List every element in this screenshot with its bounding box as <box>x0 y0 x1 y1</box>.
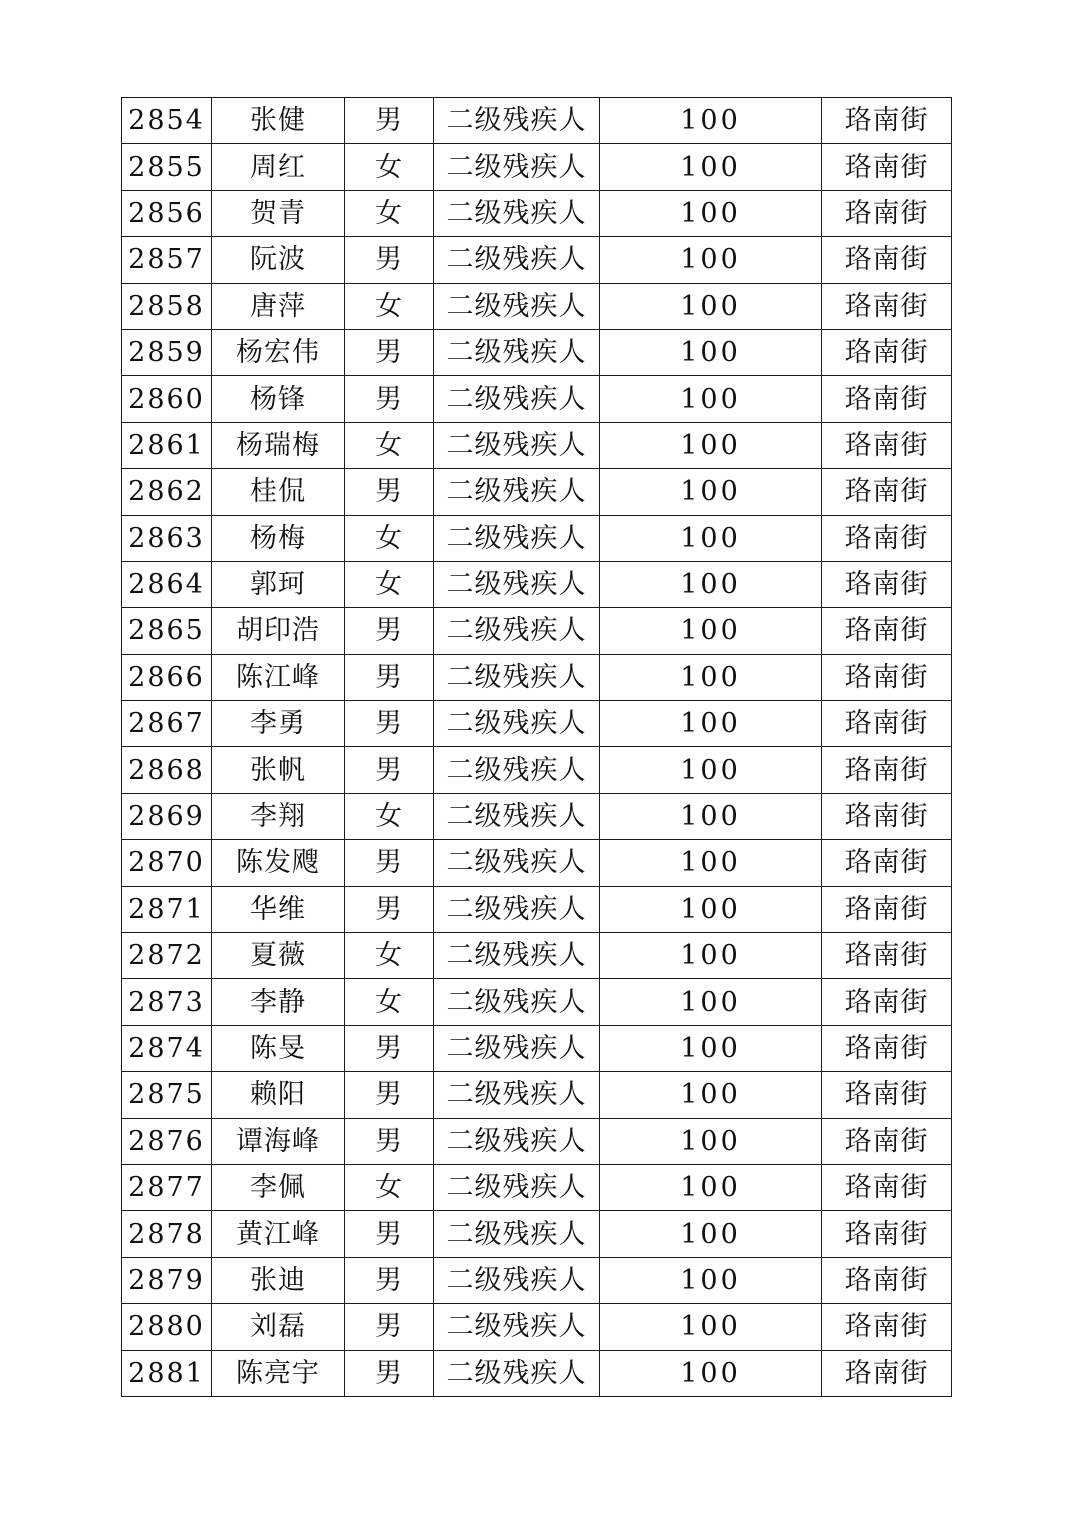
cell-street: 珞南街 <box>822 1211 952 1257</box>
cell-category: 二级残疾人 <box>434 701 600 747</box>
cell-name: 张健 <box>212 98 345 144</box>
cell-number: 2878 <box>122 1211 212 1257</box>
cell-name: 周红 <box>212 144 345 190</box>
table-row <box>122 98 952 144</box>
cell-name: 桂侃 <box>212 469 345 515</box>
cell-street: 珞南街 <box>822 1164 952 1210</box>
table-row <box>122 376 952 422</box>
cell-sex: 男 <box>345 1304 434 1350</box>
table-row <box>122 793 952 839</box>
cell-street: 珞南街 <box>822 701 952 747</box>
cell-amount: 100 <box>600 98 822 144</box>
table-row <box>122 701 952 747</box>
cell-category: 二级残疾人 <box>434 376 600 422</box>
table-row <box>122 422 952 468</box>
cell-name: 杨梅 <box>212 515 345 561</box>
cell-amount: 100 <box>600 840 822 886</box>
cell-number: 2876 <box>122 1118 212 1164</box>
cell-street: 珞南街 <box>822 933 952 979</box>
table-row <box>122 933 952 979</box>
cell-name: 杨锋 <box>212 376 345 422</box>
cell-name: 谭海峰 <box>212 1118 345 1164</box>
document-page <box>121 97 951 1397</box>
cell-sex: 男 <box>345 329 434 375</box>
cell-name: 杨宏伟 <box>212 329 345 375</box>
cell-street: 珞南街 <box>822 376 952 422</box>
table-body <box>122 98 952 1397</box>
cell-sex: 男 <box>345 701 434 747</box>
cell-number: 2859 <box>122 329 212 375</box>
cell-amount: 100 <box>600 793 822 839</box>
cell-sex: 女 <box>345 144 434 190</box>
cell-name: 李佩 <box>212 1164 345 1210</box>
table-row <box>122 237 952 283</box>
cell-category: 二级残疾人 <box>434 933 600 979</box>
cell-sex: 男 <box>345 608 434 654</box>
cell-name: 张迪 <box>212 1257 345 1303</box>
cell-amount: 100 <box>600 144 822 190</box>
table-row <box>122 747 952 793</box>
cell-amount: 100 <box>600 422 822 468</box>
cell-number: 2868 <box>122 747 212 793</box>
cell-street: 珞南街 <box>822 979 952 1025</box>
cell-name: 夏薇 <box>212 933 345 979</box>
cell-sex: 女 <box>345 793 434 839</box>
cell-street: 珞南街 <box>822 793 952 839</box>
cell-name: 张帆 <box>212 747 345 793</box>
cell-sex: 女 <box>345 979 434 1025</box>
table-row <box>122 1072 952 1118</box>
cell-street: 珞南街 <box>822 329 952 375</box>
cell-sex: 男 <box>345 237 434 283</box>
cell-amount: 100 <box>600 1025 822 1071</box>
cell-name: 阮波 <box>212 237 345 283</box>
cell-amount: 100 <box>600 561 822 607</box>
cell-amount: 100 <box>600 608 822 654</box>
cell-category: 二级残疾人 <box>434 979 600 1025</box>
cell-number: 2864 <box>122 561 212 607</box>
cell-number: 2867 <box>122 701 212 747</box>
cell-amount: 100 <box>600 1257 822 1303</box>
table-row <box>122 1118 952 1164</box>
cell-amount: 100 <box>600 933 822 979</box>
cell-street: 珞南街 <box>822 747 952 793</box>
cell-amount: 100 <box>600 701 822 747</box>
cell-amount: 100 <box>600 1072 822 1118</box>
cell-number: 2877 <box>122 1164 212 1210</box>
table-row <box>122 329 952 375</box>
table-row <box>122 561 952 607</box>
cell-street: 珞南街 <box>822 1350 952 1396</box>
cell-amount: 100 <box>600 979 822 1025</box>
cell-number: 2875 <box>122 1072 212 1118</box>
cell-sex: 男 <box>345 1257 434 1303</box>
cell-sex: 男 <box>345 654 434 700</box>
cell-category: 二级残疾人 <box>434 283 600 329</box>
cell-street: 珞南街 <box>822 654 952 700</box>
cell-street: 珞南街 <box>822 1257 952 1303</box>
table-row <box>122 840 952 886</box>
cell-number: 2865 <box>122 608 212 654</box>
cell-number: 2872 <box>122 933 212 979</box>
cell-street: 珞南街 <box>822 98 952 144</box>
cell-number: 2874 <box>122 1025 212 1071</box>
cell-street: 珞南街 <box>822 515 952 561</box>
cell-sex: 男 <box>345 840 434 886</box>
cell-name: 郭珂 <box>212 561 345 607</box>
table-row <box>122 1164 952 1210</box>
cell-category: 二级残疾人 <box>434 190 600 236</box>
cell-amount: 100 <box>600 1164 822 1210</box>
cell-street: 珞南街 <box>822 1072 952 1118</box>
cell-name: 陈发飕 <box>212 840 345 886</box>
cell-street: 珞南街 <box>822 561 952 607</box>
cell-street: 珞南街 <box>822 422 952 468</box>
cell-name: 陈江峰 <box>212 654 345 700</box>
cell-name: 刘磊 <box>212 1304 345 1350</box>
cell-amount: 100 <box>600 1350 822 1396</box>
cell-number: 2857 <box>122 237 212 283</box>
cell-sex: 男 <box>345 98 434 144</box>
cell-name: 李翔 <box>212 793 345 839</box>
cell-sex: 女 <box>345 561 434 607</box>
cell-street: 珞南街 <box>822 283 952 329</box>
cell-number: 2871 <box>122 886 212 932</box>
cell-name: 赖阳 <box>212 1072 345 1118</box>
table-row <box>122 1025 952 1071</box>
cell-name: 黄江峰 <box>212 1211 345 1257</box>
cell-category: 二级残疾人 <box>434 793 600 839</box>
cell-name: 李勇 <box>212 701 345 747</box>
cell-name: 贺青 <box>212 190 345 236</box>
table-row <box>122 608 952 654</box>
table-row <box>122 886 952 932</box>
table-row <box>122 469 952 515</box>
cell-name: 华维 <box>212 886 345 932</box>
cell-number: 2873 <box>122 979 212 1025</box>
cell-street: 珞南街 <box>822 1025 952 1071</box>
cell-street: 珞南街 <box>822 237 952 283</box>
cell-sex: 男 <box>345 747 434 793</box>
cell-category: 二级残疾人 <box>434 469 600 515</box>
cell-category: 二级残疾人 <box>434 1118 600 1164</box>
cell-sex: 男 <box>345 886 434 932</box>
cell-sex: 女 <box>345 933 434 979</box>
table-row <box>122 1257 952 1303</box>
beneficiary-table <box>121 97 952 1397</box>
cell-category: 二级残疾人 <box>434 1304 600 1350</box>
cell-category: 二级残疾人 <box>434 747 600 793</box>
cell-category: 二级残疾人 <box>434 608 600 654</box>
cell-number: 2870 <box>122 840 212 886</box>
cell-street: 珞南街 <box>822 144 952 190</box>
cell-number: 2879 <box>122 1257 212 1303</box>
cell-amount: 100 <box>600 747 822 793</box>
cell-number: 2866 <box>122 654 212 700</box>
cell-sex: 男 <box>345 1118 434 1164</box>
cell-sex: 男 <box>345 1350 434 1396</box>
cell-amount: 100 <box>600 237 822 283</box>
cell-amount: 100 <box>600 1118 822 1164</box>
table-row <box>122 654 952 700</box>
table-row <box>122 283 952 329</box>
cell-street: 珞南街 <box>822 840 952 886</box>
cell-number: 2863 <box>122 515 212 561</box>
cell-category: 二级残疾人 <box>434 1350 600 1396</box>
table-row <box>122 515 952 561</box>
cell-street: 珞南街 <box>822 886 952 932</box>
cell-sex: 女 <box>345 515 434 561</box>
cell-sex: 女 <box>345 190 434 236</box>
cell-sex: 男 <box>345 469 434 515</box>
cell-category: 二级残疾人 <box>434 1211 600 1257</box>
cell-name: 唐萍 <box>212 283 345 329</box>
table-row <box>122 1211 952 1257</box>
cell-category: 二级残疾人 <box>434 886 600 932</box>
cell-sex: 男 <box>345 1025 434 1071</box>
cell-sex: 女 <box>345 422 434 468</box>
cell-amount: 100 <box>600 376 822 422</box>
cell-category: 二级残疾人 <box>434 1257 600 1303</box>
cell-amount: 100 <box>600 515 822 561</box>
cell-number: 2881 <box>122 1350 212 1396</box>
table-row <box>122 979 952 1025</box>
cell-sex: 女 <box>345 283 434 329</box>
cell-category: 二级残疾人 <box>434 237 600 283</box>
cell-number: 2856 <box>122 190 212 236</box>
cell-category: 二级残疾人 <box>434 1025 600 1071</box>
cell-amount: 100 <box>600 654 822 700</box>
table-row <box>122 1350 952 1396</box>
table-row <box>122 1304 952 1350</box>
cell-number: 2880 <box>122 1304 212 1350</box>
table-row <box>122 190 952 236</box>
cell-number: 2861 <box>122 422 212 468</box>
cell-sex: 女 <box>345 1164 434 1210</box>
cell-category: 二级残疾人 <box>434 422 600 468</box>
cell-name: 李静 <box>212 979 345 1025</box>
cell-category: 二级残疾人 <box>434 561 600 607</box>
cell-number: 2869 <box>122 793 212 839</box>
cell-amount: 100 <box>600 1304 822 1350</box>
cell-street: 珞南街 <box>822 190 952 236</box>
cell-amount: 100 <box>600 469 822 515</box>
cell-number: 2858 <box>122 283 212 329</box>
cell-number: 2860 <box>122 376 212 422</box>
cell-category: 二级残疾人 <box>434 840 600 886</box>
cell-category: 二级残疾人 <box>434 1164 600 1210</box>
cell-name: 胡印浩 <box>212 608 345 654</box>
cell-name: 杨瑞梅 <box>212 422 345 468</box>
cell-number: 2854 <box>122 98 212 144</box>
cell-street: 珞南街 <box>822 469 952 515</box>
cell-category: 二级残疾人 <box>434 515 600 561</box>
cell-sex: 男 <box>345 1211 434 1257</box>
cell-category: 二级残疾人 <box>434 98 600 144</box>
cell-category: 二级残疾人 <box>434 654 600 700</box>
cell-street: 珞南街 <box>822 1304 952 1350</box>
cell-sex: 男 <box>345 1072 434 1118</box>
cell-street: 珞南街 <box>822 608 952 654</box>
cell-number: 2855 <box>122 144 212 190</box>
cell-category: 二级残疾人 <box>434 1072 600 1118</box>
cell-amount: 100 <box>600 190 822 236</box>
cell-amount: 100 <box>600 283 822 329</box>
cell-sex: 男 <box>345 376 434 422</box>
cell-name: 陈旻 <box>212 1025 345 1071</box>
cell-category: 二级残疾人 <box>434 144 600 190</box>
cell-number: 2862 <box>122 469 212 515</box>
cell-category: 二级残疾人 <box>434 329 600 375</box>
cell-amount: 100 <box>600 329 822 375</box>
table-row <box>122 144 952 190</box>
cell-amount: 100 <box>600 886 822 932</box>
cell-amount: 100 <box>600 1211 822 1257</box>
cell-name: 陈亮宇 <box>212 1350 345 1396</box>
cell-street: 珞南街 <box>822 1118 952 1164</box>
